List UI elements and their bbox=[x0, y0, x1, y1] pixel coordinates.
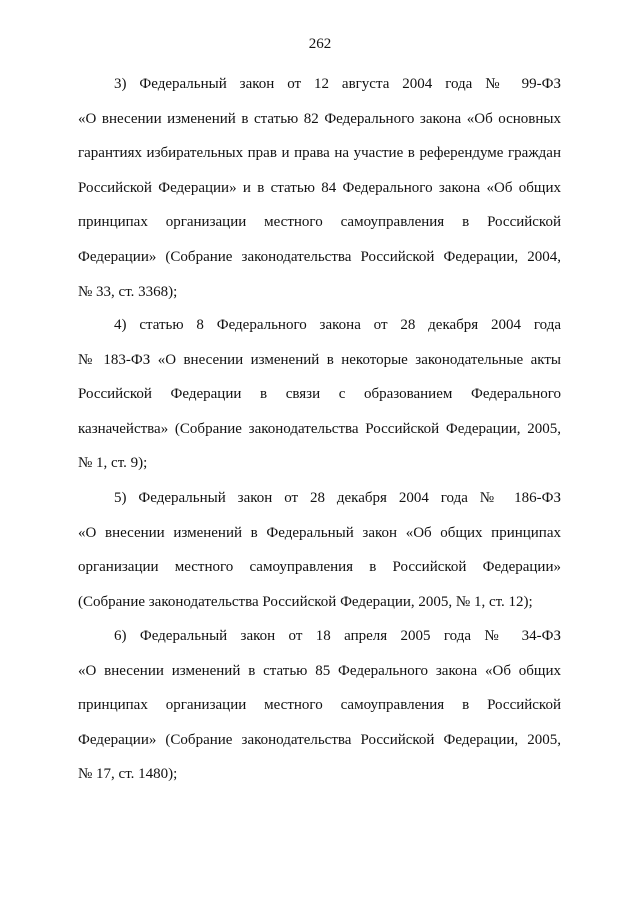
item-3-line-4: Российской Федерации» и в статью 84 Федерального закона «Об общих bbox=[78, 179, 561, 196]
item-6-line-2: «О внесении изменений в статью 85 Федерального закона «Об общих bbox=[78, 662, 561, 679]
item-4-line-1: 4) статью 8 Федерального закона от 28 декабря 2004 года bbox=[114, 317, 561, 333]
item-4-line-4: казначейства» (Собрание законодательства Российской Федерации, 2005, bbox=[78, 420, 561, 437]
item-6-line-1: 6) Федеральный закон от 18 апреля 2005 года № 34-ФЗ bbox=[114, 628, 561, 644]
list-item-6 bbox=[78, 619, 561, 792]
page-number: 262 bbox=[308, 36, 332, 52]
item-3-line-2: «О внесении изменений в статью 82 Федерального закона «Об основных bbox=[78, 110, 561, 127]
item-6-line-4: Федерации» (Собрание законодательства Российской Федерации, 2005, bbox=[78, 731, 561, 748]
item-3-line-6: Федерации» (Собрание законодательства Российской Федерации, 2004, bbox=[78, 248, 561, 265]
item-3-line-1: 3) Федеральный закон от 12 августа 2004 года № 99-ФЗ bbox=[114, 76, 561, 92]
item-4-line-3: Российской Федерации в связи с образованием Федерального bbox=[78, 386, 561, 403]
list-item-5 bbox=[78, 481, 561, 619]
item-6-line-3: принципах организации местного самоуправления в Российской bbox=[78, 697, 561, 714]
item-5-line-4: (Собрание законодательства Российской Федерации, 2005, № 1, ст. 12); bbox=[78, 593, 533, 610]
item-5-line-3: организации местного самоуправления в Российской Федерации» bbox=[78, 559, 561, 576]
item-5-line-1: 5) Федеральный закон от 28 декабря 2004 года № 186-ФЗ bbox=[114, 490, 561, 506]
item-3-line-5: принципах организации местного самоуправления в Российской bbox=[78, 214, 561, 231]
item-4-line-5: № 1, ст. 9); bbox=[78, 455, 148, 472]
item-3-line-3: гарантиях избирательных прав и права на участие в референдуме граждан bbox=[78, 145, 561, 162]
list-item-3 bbox=[78, 67, 561, 309]
list-item-4 bbox=[78, 308, 561, 481]
item-4-line-2: № 183-ФЗ «О внесении изменений в некоторые законодательные акты bbox=[78, 351, 561, 368]
item-6-line-5: № 17, ст. 1480); bbox=[78, 766, 178, 783]
item-3-line-7: № 33, ст. 3368); bbox=[78, 283, 178, 300]
item-5-line-2: «О внесении изменений в Федеральный закон «Об общих принципах bbox=[78, 524, 561, 541]
